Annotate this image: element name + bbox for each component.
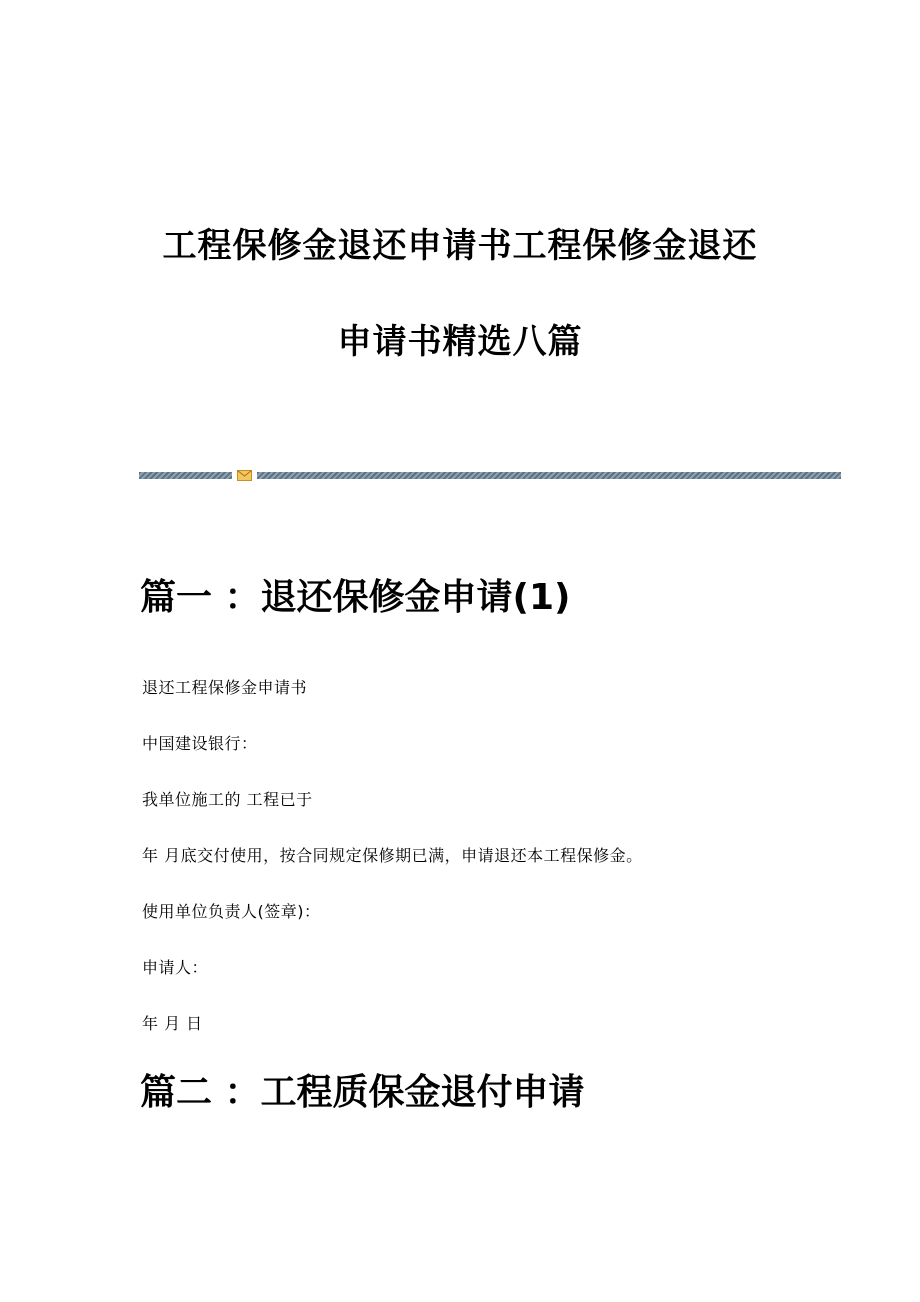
section-heading-1: 篇一 ：退还保修金申请(1) bbox=[140, 577, 571, 618]
paragraph-addressee: 中国建设银行： bbox=[142, 734, 258, 753]
document-title-line-2: 申请书精选八篇 bbox=[337, 322, 583, 362]
document-title-line-1: 工程保修金退还申请书工程保修金退还 bbox=[162, 226, 758, 266]
paragraph-unit-signature: 使用单位负责人(签章)： bbox=[142, 902, 321, 921]
divider-bar-right bbox=[257, 472, 841, 479]
divider-bar-left bbox=[139, 472, 232, 479]
section-divider bbox=[139, 470, 841, 481]
paragraph-project: 我单位施工的 工程已于 bbox=[142, 790, 313, 809]
paragraph-doc-name: 退还工程保修金申请书 bbox=[142, 678, 308, 697]
paragraph-date: 年 月 日 bbox=[142, 1014, 203, 1033]
envelope-icon bbox=[237, 470, 252, 481]
paragraph-applicant: 申请人： bbox=[142, 958, 209, 977]
section-heading-2: 篇二 ：工程质保金退付申请 bbox=[140, 1072, 585, 1113]
paragraph-request: 年 月底交付使用，按合同规定保修期已满，申请退还本工程保修金。 bbox=[142, 846, 643, 865]
